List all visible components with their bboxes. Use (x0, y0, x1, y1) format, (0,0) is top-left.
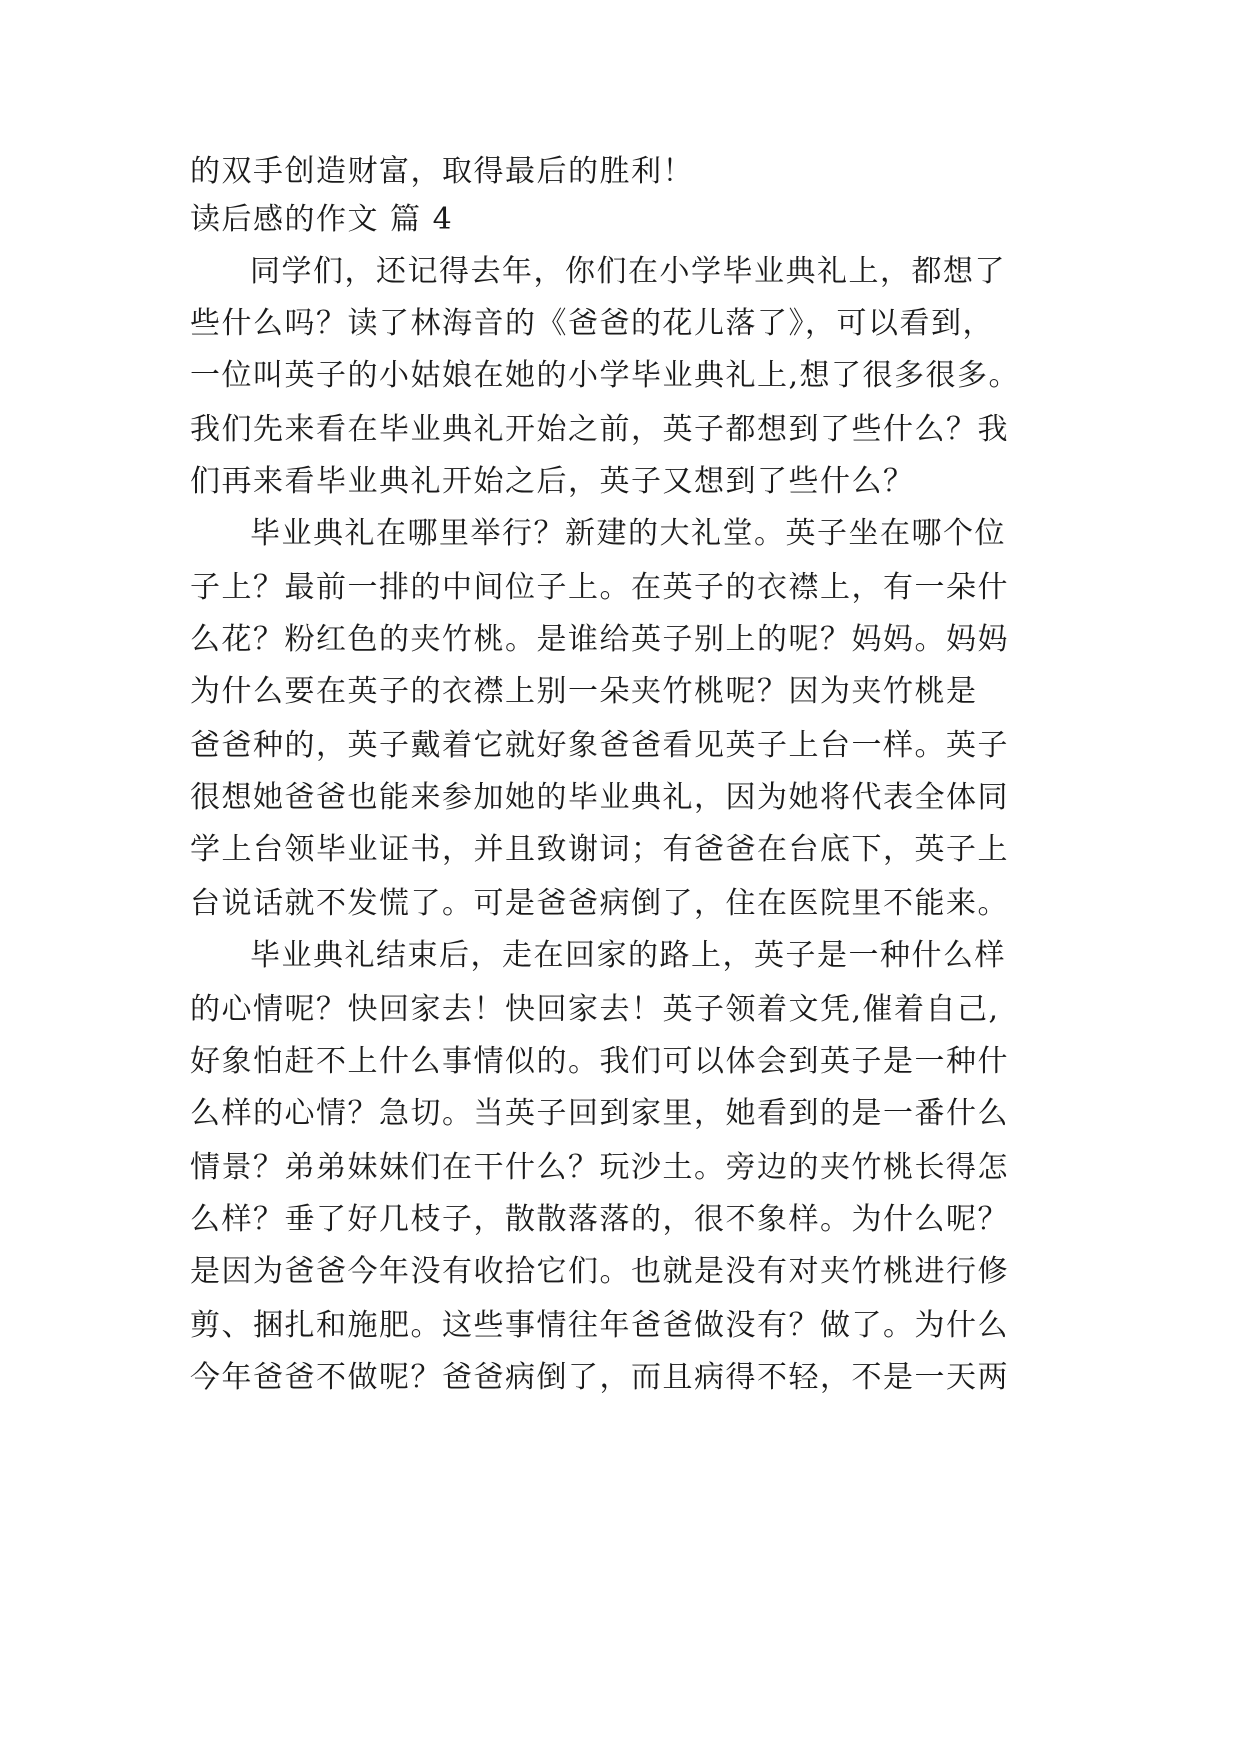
text-line: 同学们，还记得去年，你们在小学毕业典礼上，都想了 (250, 254, 1006, 289)
text-line: 我们先来看在毕业典礼开始之前，英子都想到了些什么？我 (190, 412, 1009, 447)
text-line: 么花？粉红色的夹竹桃。是谁给英子别上的呢？妈妈。妈妈 (190, 622, 1009, 657)
text-line: 一位叫英子的小姑娘在她的小学毕业典礼上,想了很多很多。 (190, 358, 1021, 393)
text-line: 么样？垂了好几枝子，散散落落的，很不象样。为什么呢？ (190, 1202, 1009, 1237)
text-line: 毕业典礼结束后，走在回家的路上，英子是一种什么样 (250, 938, 1006, 973)
text-line: 么样的心情？急切。当英子回到家里，她看到的是一番什么 (190, 1096, 1009, 1131)
text-line: 是因为爸爸今年没有收拾它们。也就是没有对夹竹桃进行修 (190, 1254, 1009, 1289)
text-line: 的心情呢？快回家去！快回家去！英子领着文凭,催着自己, (190, 992, 1000, 1027)
text-line: 很想她爸爸也能来参加她的毕业典礼，因为她将代表全体同 (190, 780, 1009, 815)
text-line: 学上台领毕业证书，并且致谢词；有爸爸在台底下，英子上 (190, 832, 1009, 867)
text-line: 子上？最前一排的中间位子上。在英子的衣襟上，有一朵什 (190, 570, 1009, 605)
text-line: 们再来看毕业典礼开始之后，英子又想到了些什么？ (190, 464, 915, 499)
text-line: 剪、捆扎和施肥。这些事情往年爸爸做没有？做了。为什么 (190, 1308, 1009, 1343)
text-line: 些什么吗？读了林海音的《爸爸的花儿落了》，可以看到， (190, 306, 994, 341)
text-line: 好象怕赶不上什么事情似的。我们可以体会到英子是一种什 (190, 1044, 1009, 1079)
text-line: 今年爸爸不做呢？爸爸病倒了，而且病得不轻，不是一天两 (190, 1360, 1009, 1395)
text-line: 情景？弟弟妹妹们在干什么？玩沙土。旁边的夹竹桃长得怎 (190, 1150, 1009, 1185)
text-line: 爸爸种的，英子戴着它就好象爸爸看见英子上台一样。英子 (190, 728, 1009, 763)
text-line: 台说话就不发慌了。可是爸爸病倒了，住在医院里不能来。 (190, 886, 1009, 921)
text-line: 为什么要在英子的衣襟上别一朵夹竹桃呢？因为夹竹桃是 (190, 674, 978, 709)
section-heading: 读后感的作文 篇 4 (190, 202, 454, 237)
text-line: 毕业典礼在哪里举行？新建的大礼堂。英子坐在哪个位 (250, 516, 1006, 551)
text-line: 的双手创造财富，取得最后的胜利！ (190, 154, 694, 189)
